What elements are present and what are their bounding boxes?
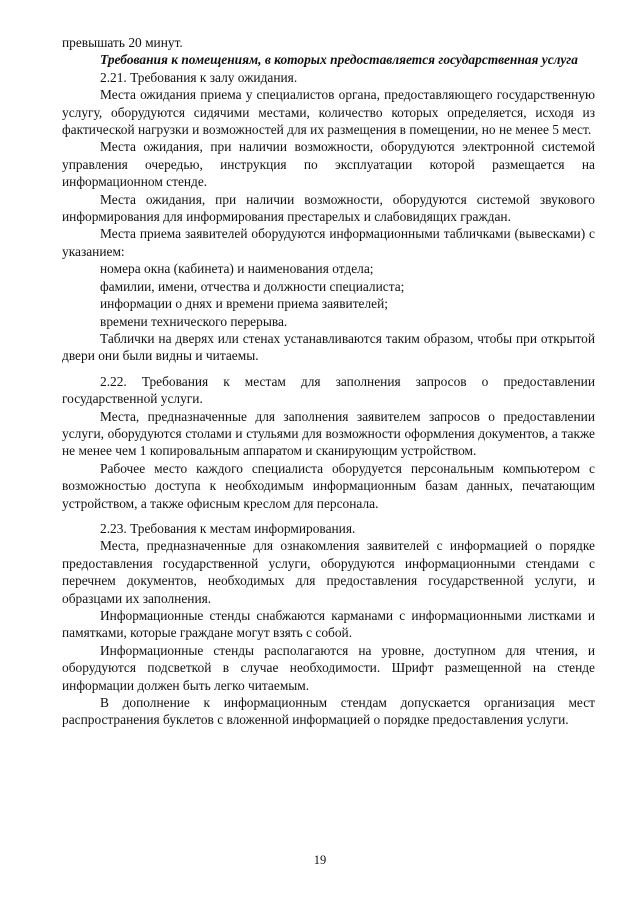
paragraph: Рабочее место каждого специалиста оборудуется персональным компьютером с возможностью доступа к необходимым информационным базам данных, печатающим устройством, а также офисным креслом для персонала. (62, 460, 595, 511)
paragraph: В дополнение к информационным стендам допускается организация мест распространения буклетов с вложенной информацией о порядке предоставления услуги. (62, 695, 595, 728)
list-item: номера окна (кабинета) и наименования отдела; (100, 261, 374, 277)
paragraph: Места ожидания, при наличии возможности, оборудуются электронной системой управления очередью, инструкция по эксплуатации которой размещается на информационном стенде. (62, 139, 595, 190)
paragraph: Таблички на дверях или стенах устанавливаются таким образом, чтобы при открытой двери они были видны и читаемы. (62, 330, 595, 364)
list-item: времени технического перерыва. (100, 313, 288, 329)
paragraph: Места, предназначенные для заполнения заявителем запросов о предоставлении услуги, оборудуются столами и стульями для возможности оформления документов, а также не менее чем 1 копировальным аппаратом и сканирующим устройством. (62, 408, 595, 459)
paragraph: Места ожидания, при наличии возможности, оборудуются системой звукового информирования для информирования престарелых и слабовидящих граждан. (62, 191, 595, 225)
document-body (62, 34, 595, 729)
paragraph: Информационные стенды располагаются на уровне, доступном для чтения, и оборудуются подсветкой в случае необходимости. Шрифт размещенной на стенде информации должен быть легко читаемым. (62, 642, 595, 693)
list-item: фамилии, имени, отчества и должности специалиста; (100, 278, 405, 294)
paragraph: Места, предназначенные для ознакомления заявителей с информацией о порядке предоставления государственной услуги, оборудуются информационными стендами с перечнем документов, необходимых для предоставления государственной услуги, и образцами их заполнения. (62, 538, 595, 606)
section-heading: Требования к помещениям, в которых предоставляется государственная услуга (100, 52, 578, 68)
subsection-title-2-22: 2.22. Требования к местам для заполнения запросов о предоставлении государственной услуги. (62, 373, 595, 407)
subsection-title-2-23: 2.23. Требования к местам информирования. (100, 520, 356, 536)
subsection-title-2-21: 2.21. Требования к залу ожидания. (100, 69, 298, 85)
page-number: 19 (313, 853, 327, 867)
list-item: информации о днях и времени приема заявителей; (100, 296, 388, 312)
paragraph: Информационные стенды снабжаются карманами с информационными листками и памятками, которые граждане могут взять с собой. (62, 608, 595, 641)
paragraph: Места приема заявителей оборудуются информационными табличками (вывесками) с указанием: (62, 226, 595, 259)
paragraph: Места ожидания приема у специалистов органа, предоставляющего государственную услугу, оборудуются сидячими местами, количество которых определяется, исходя из фактической нагрузки и возможностей для их размещения в помещении, но не менее 5 мест. (62, 87, 595, 138)
carry-over-line: превышать 20 минут. (62, 35, 183, 50)
